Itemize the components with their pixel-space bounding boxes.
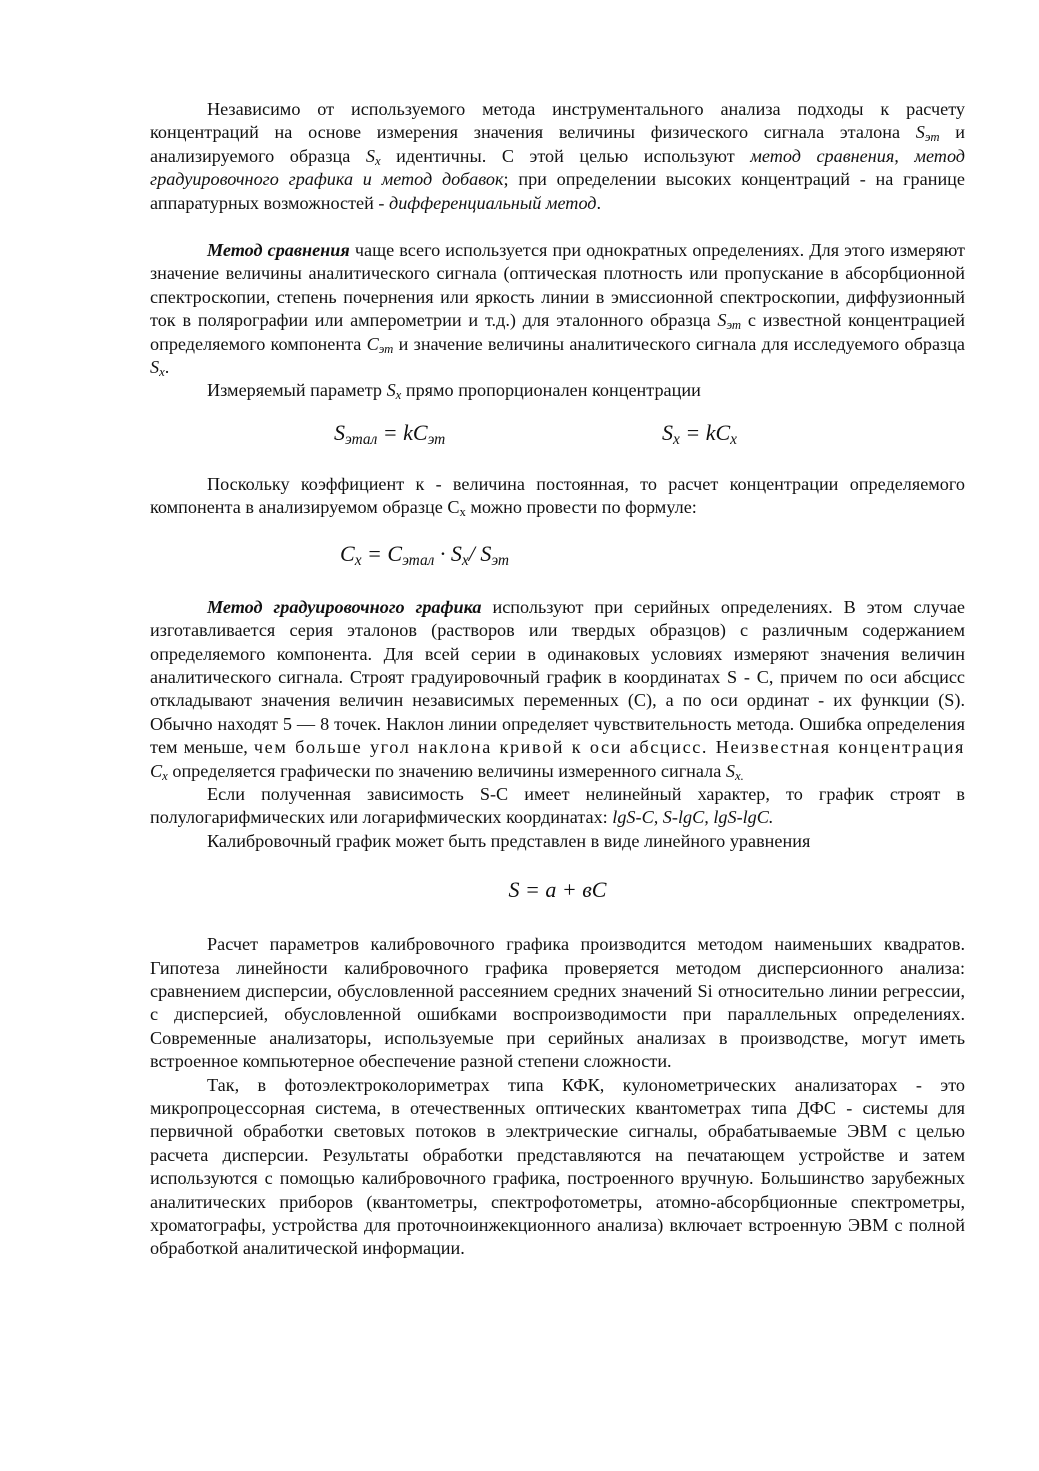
text: чаще всего используется при однократных определениях. Для этого измеряют значение величины аналитического сигнала (оптическая плотность или пропускание в абсорбционной спектроскопии, степень почернения или яркость линии в эмиссионной спектроскопии, диффузионный ток в полярографии или амперометрии и т.д.) для эталонного образца bbox=[150, 240, 965, 331]
text: определяется графически по значению величины измеренного сигнала bbox=[167, 760, 726, 781]
text: ; при определении высоких концентраций - на границе аппаратурных возможностей - bbox=[150, 169, 965, 213]
paragraph-intro: Независимо от используемого метода инструментального анализа подходы к расчету концентраций на основе измерения значения величины физического сигнала эталона $S_{эт}$ и анализируемого образца $S_x$ идентичны. С этой целью используют метод сравнения, метод градуировочного графика и метод добавок; при определении высоких концентраций - на границе аппаратурных возможностей - дифференциальный метод. bbox=[150, 99, 966, 213]
text: используют при серийных определениях. В этом случае изготавливается серия эталонов (растворов или твердых образцов) с различным содержанием определяемого компонента. Для всей серии в одинаковых условиях измеряют значения величин аналитического сигнала. Строят градуировочный график в координатах S - С, причем по оси абсцисс откладывают значения величин независимых переменных (С), а по оси ординат - их функции (S). Обычно находят 5 — 8 точек. Наклон линии определяет чувствительность метода. Ошибка определения тем меньше, bbox=[150, 596, 965, 758]
paragraph-comparison-method: Метод сравнения чаще всего используется при однократных определениях. Для этого измеряют значение величины аналитического сигнала (оптическая плотность или пропускание в абсорбционной спектроскопии, степень почернения или яркость линии в эмиссионной спектроскопии, диффузионный ток в полярографии или амперометрии и т.д.) для эталонного образца $S_{эт}$ с известной концентрацией определяемого компонента $C_{эт}$ и значение величины аналитического сигнала для исследуемого образца $S_x$. bbox=[150, 240, 966, 380]
paragraph-nonlinear bbox=[150, 783, 965, 830]
paragraph-coefficient: Поскольку коэффициент к - величина постоянная, то расчет концентрации определяемого компонента в анализируемом образце $С_x$ можно провести по формуле: bbox=[150, 473, 965, 520]
symbol-s-x: $S_x$ bbox=[386, 380, 402, 403]
text: Измеряемый параметр bbox=[207, 380, 387, 401]
symbol-s-x: $S_{x.}$ bbox=[725, 760, 744, 783]
section-term: Метод градуировочного графика bbox=[207, 596, 482, 617]
text: Независимо от используемого метода инструментального анализа подходы к расчету концентраций на основе измерения значения величины физического сигнала эталона bbox=[150, 99, 965, 143]
text: чем больше угол наклона кривой к оси абсцисс. Неизвестная концентрация bbox=[253, 737, 965, 758]
document-page bbox=[150, 98, 965, 1261]
symbol-s-et: $S_{эт}$ bbox=[717, 310, 742, 333]
text: и значение величины аналитического сигнала для исследуемого образца bbox=[393, 333, 966, 354]
methods-list: метод сравнения, метод градуировочного графика и метод добавок bbox=[150, 145, 965, 190]
formula-concentration: $C_x = C_{этал} \cdot S_x/$ $S_{эт}$ bbox=[340, 540, 510, 569]
text: с известной концентрацией определяемого компонента bbox=[150, 310, 965, 354]
text: можно провести по формуле: bbox=[465, 497, 697, 518]
formula-row-proportionality bbox=[150, 403, 965, 473]
text: Калибровочный график может быть представлен в виде линейного уравнения bbox=[207, 830, 811, 851]
text: Поскольку коэффициент к - величина постоянная, то расчет концентрации определяемого компонента в анализируемом образце С bbox=[150, 473, 965, 518]
formula-linear: S = a + вC bbox=[508, 877, 607, 903]
text: прямо пропорционален концентрации bbox=[401, 380, 701, 401]
formula-row-concentration bbox=[150, 520, 965, 596]
differential-method: дифференциальный метод bbox=[389, 192, 597, 213]
text: Если полученная зависимость S-C имеет нелинейный характер, то график строят в полулогарифмических или логарифмических координатах: bbox=[150, 783, 965, 828]
text: Расчет параметров калибровочного графика производится методом наименьших квадратов. Гипотеза линейности калибровочного графика проверяется методом дисперсионного анализа: сравнением дисперсии, обусловленной рассеянием средних значений Si относительно линии регрессии, с дисперсией, обусловленной ошибками воспроизводимости при параллельных определениях. Современные анализаторы, используемые при серийных анализах в производстве, могут иметь встроенное компьютерное обеспечение разной степени сложности. bbox=[150, 934, 965, 1072]
symbol-s-x: $S_x$ bbox=[150, 357, 165, 380]
text: идентичны. С этой целью используют bbox=[380, 145, 751, 166]
paragraph-least-squares bbox=[150, 933, 965, 1073]
formula-standard: $S_{этал} = kC_{эт}$ bbox=[334, 419, 446, 448]
paragraph-instruments bbox=[150, 1074, 965, 1261]
paragraph-measured-parameter bbox=[150, 379, 965, 402]
paragraph-linear-equation bbox=[150, 830, 965, 853]
symbol-c-et: $C_{эт}$ bbox=[366, 333, 394, 356]
text: Так, в фотоэлектроколориметрах типа КФК, кулонометрических анализаторах - это микропроцессорная система, в отечественных оптических квантометрах типа ДФС - системы для первичной обработки световых потоков в электрические сигналы, обрабатываемые ЭВМ с целью расчета дисперсии. Результаты обработки представляются на печатающем устройстве и затем используются с помощью калибровочного графика, построенного вручную. Большинство зарубежных аналитических приборов (квантометры, спектрофотометры, атомно-абсорбционные спектрометры, хроматографы, устройства для проточноинжекционного анализа) включает встроенную ЭВМ с полной обработкой аналитической информации. bbox=[150, 1074, 965, 1259]
log-coordinates: lgS-C, S-lgC, lgS-lgC. bbox=[612, 807, 774, 828]
symbol-c-x: $C_x$ bbox=[150, 760, 168, 783]
text: и анализируемого образца bbox=[150, 122, 966, 166]
section-term: Метод сравнения bbox=[207, 240, 350, 261]
formula-sample: $S_x = kC_x$ bbox=[662, 419, 737, 448]
symbol-s-et: $S_{эт}$ bbox=[915, 122, 940, 145]
symbol-s-x: $S_x$ bbox=[365, 145, 381, 168]
paragraph-calibration-method bbox=[150, 596, 965, 783]
